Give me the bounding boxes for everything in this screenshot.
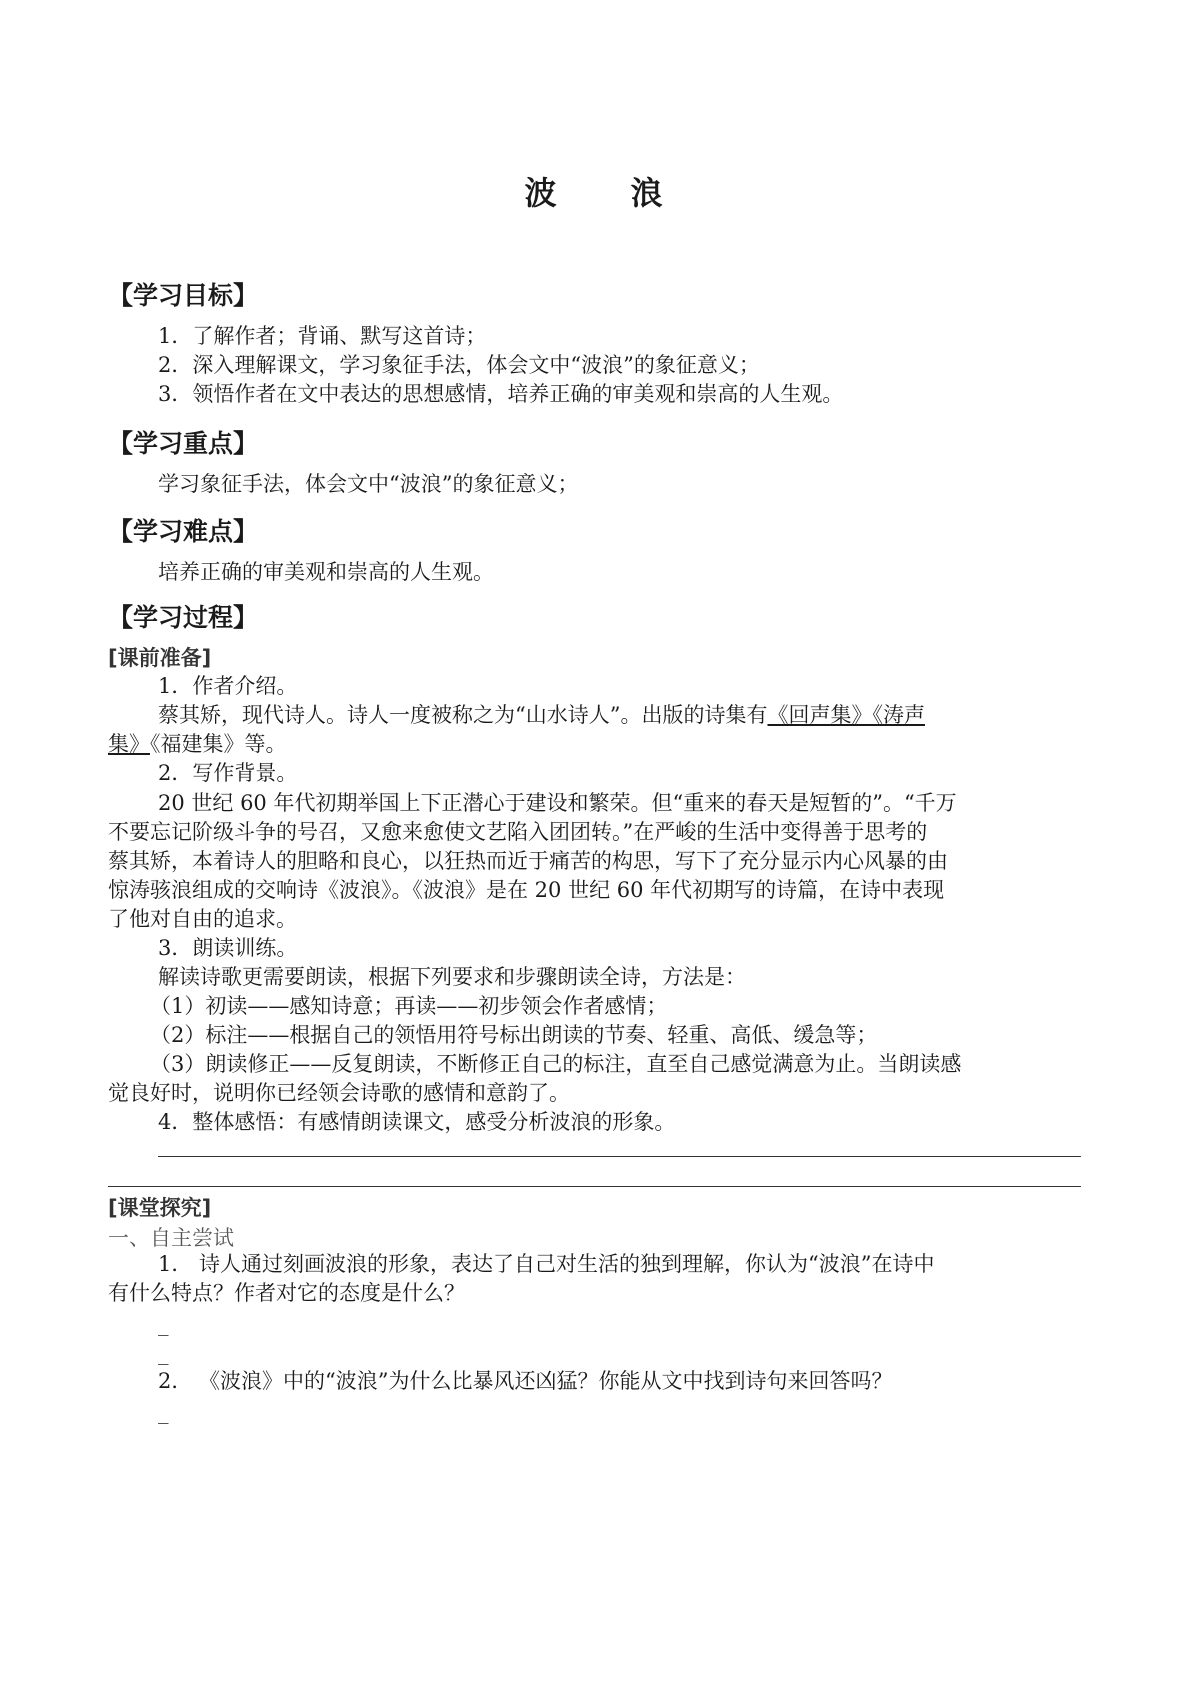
underlined-titles-1: 《回声集》《涛声 [767,703,925,727]
answer-blank-2: _ [158,1341,169,1365]
page-title [0,168,1191,214]
question-1-line-1: 1． 诗人通过刻画波浪的形象，表达了自己对生活的独到理解，你认为“波浪”在诗中 [158,1252,935,1276]
goal-item-3: 3．领悟作者在文中表达的思想感情，培养正确的审美观和崇高的人生观。 [158,382,844,406]
author-text-1: 蔡其矫，现代诗人。诗人一度被称之为“山水诗人”。出版的诗集有 [158,703,768,727]
background-line-3: 蔡其矫，本着诗人的胆略和良心，以狂热而近于痛苦的构思，写下了充分显示内心风暴的由 [108,849,948,873]
author-line-2 [108,729,287,759]
title-char-1: 波 [524,174,561,212]
reading-title: 3．朗读训练。 [158,936,298,960]
author-line-1 [158,700,925,730]
question-2: 2． 《波浪》中的“波浪”为什么比暴风还凶猛？你能从文中找到诗句来回答吗？ [158,1369,893,1393]
reading-step-2: （2）标注——根据自己的领悟用符号标出朗读的节奏、轻重、高低、缓急等； [150,1023,878,1047]
reading-intro: 解读诗歌更需要朗读，根据下列要求和步骤朗读全诗，方法是： [158,965,746,989]
process-heading: 【学习过程】 [108,603,259,632]
question-1-line-2: 有什么特点？作者对它的态度是什么？ [108,1281,465,1305]
underlined-titles-2: 集》 [108,732,150,756]
difficulty-heading: 【学习难点】 [108,517,259,546]
difficulty-text: 培养正确的审美观和崇高的人生观。 [158,560,494,584]
answer-line [158,1156,1081,1157]
background-line-2: 不要忘记阶级斗争的号召，又愈来愈使文艺陷入团团转。”在严峻的生活中变得善于思考的 [108,820,928,844]
background-line-5: 了他对自由的追求。 [108,907,297,931]
author-text-2: 《福建集》等。 [150,732,287,756]
background-title: 2．写作背景。 [158,761,298,785]
overall-perception: 4．整体感悟：有感情朗读课文，感受分析波浪的形象。 [158,1110,676,1134]
focus-text: 学习象征手法，体会文中“波浪”的象征意义； [158,472,579,496]
background-line-4: 惊涛骇浪组成的交响诗《波浪》。《波浪》是在 20 世纪 60 年代初期写的诗篇，在诗中表现 [108,878,945,902]
goals-heading: 【学习目标】 [108,281,259,310]
answer-blank-1: _ [158,1312,169,1336]
background-line-1: 20 世纪 60 年代初期举国上下正潜心于建设和繁荣。但“重来的春天是短暂的”。“千万 [158,791,957,815]
reading-step-3: （3）朗读修正——反复朗读，不断修正自己的标注，直至自己感觉满意为止。当朗读感 [150,1052,962,1076]
answer-blank-3: _ [158,1400,169,1424]
goal-item-2: 2．深入理解课文，学习象征手法，体会文中“波浪”的象征意义； [158,353,760,377]
goal-item-1: 1．了解作者；背诵、默写这首诗； [158,324,487,348]
section-divider [108,1186,1081,1187]
reading-step-1: （1）初读——感知诗意；再读——初步领会作者感情； [150,994,668,1018]
class-label: [课堂探究] [108,1196,212,1220]
prep-label: [课前准备] [108,646,212,670]
focus-heading: 【学习重点】 [108,429,259,458]
reading-step-3-cont: 觉良好时，说明你已经领会诗歌的感情和意韵了。 [108,1081,570,1105]
author-title: 1．作者介绍。 [158,674,298,698]
part-one-label: 一、自主尝试 [108,1226,234,1250]
title-char-2: 浪 [630,174,667,212]
